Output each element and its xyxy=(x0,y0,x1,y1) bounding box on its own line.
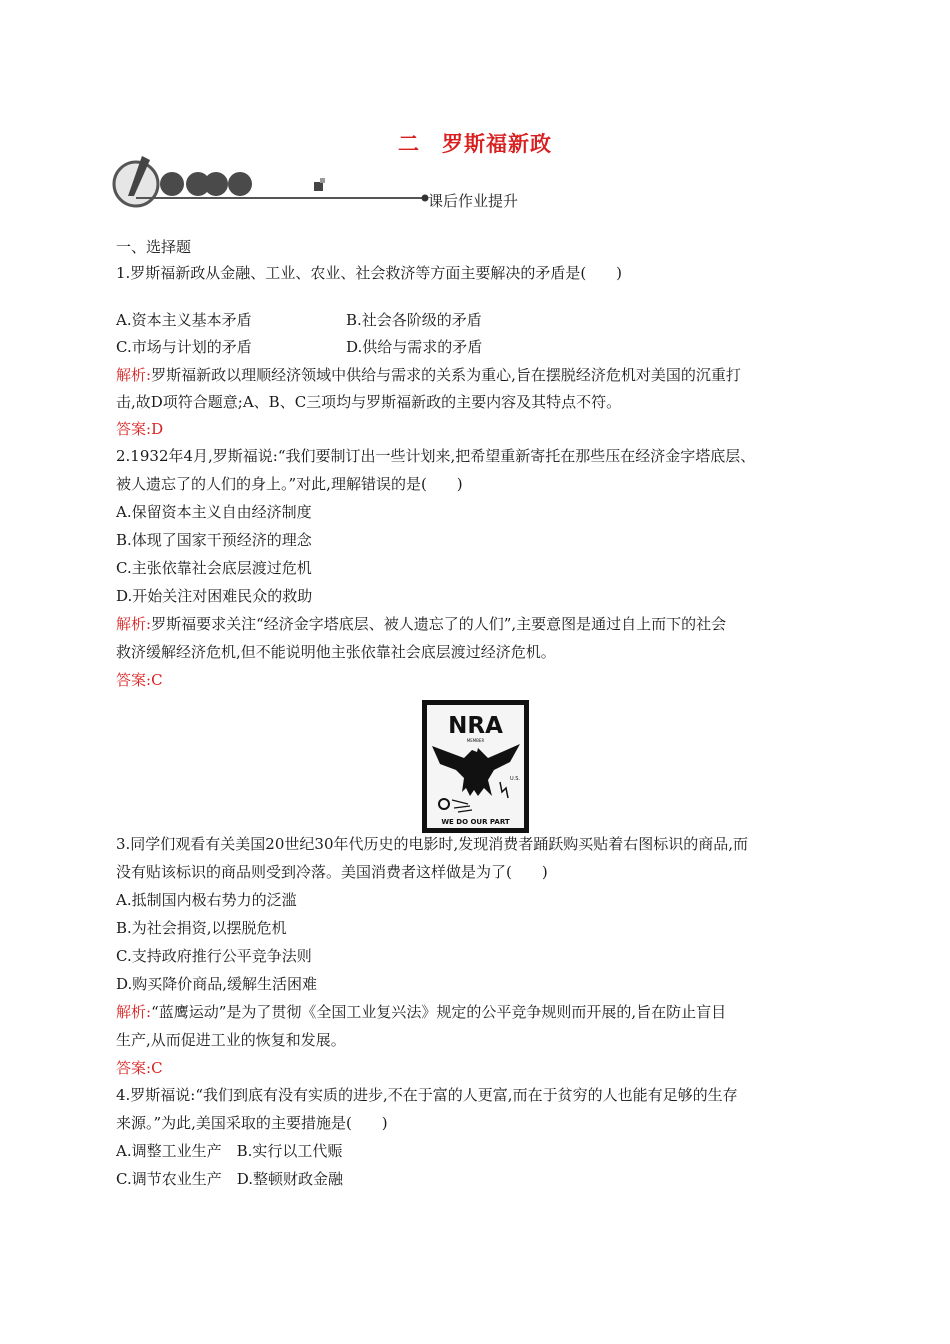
q1-answer-value: D xyxy=(151,420,164,438)
nra-member-text: MEMBER xyxy=(466,738,485,743)
section-banner-graphic xyxy=(112,152,672,212)
q3-analysis-text-2: 生产,从而促进工业的恢复和发展。 xyxy=(116,1031,346,1049)
answer-label: 答案: xyxy=(116,420,152,438)
q1-analysis xyxy=(116,365,846,385)
q2-answer-value: C xyxy=(151,671,163,689)
q3-option-d: D.购买降价商品,缓解生活困难 xyxy=(116,975,318,993)
q4-stem-2: 来源。”为此,美国采取的主要措施是( ) xyxy=(116,1114,388,1132)
nra-logo-text: NRA xyxy=(448,713,503,739)
q2-analysis xyxy=(116,614,846,634)
q4-options-row-2: C.调节农业生产 D.整顿财政金融 xyxy=(116,1170,343,1188)
nra-us-text: U.S. xyxy=(510,776,521,782)
q2-option-a: A.保留资本主义自由经济制度 xyxy=(116,503,312,521)
q3-option-c: C.支持政府推行公平竞争法则 xyxy=(116,947,312,965)
q4-options-row-1: A.调整工业生产 B.实行以工代赈 xyxy=(116,1142,343,1160)
analysis-label: 解析: xyxy=(116,615,152,633)
q4-stem-1: 4.罗斯福说:“我们到底有没有实质的进步,不在于富的人更富,而在于贫穷的人也能有足够的生存 xyxy=(116,1086,738,1104)
q1-option-d: D.供给与需求的矛盾 xyxy=(346,338,483,356)
q3-option-b: B.为社会捐资,以摆脱危机 xyxy=(116,919,287,937)
q2-stem-2: 被人遗忘了的人们的身上。”对此,理解错误的是( ) xyxy=(116,475,463,493)
banner-label: 课后作业提升 xyxy=(428,192,519,210)
q1-option-a: A.资本主义基本矛盾 xyxy=(116,311,252,329)
q1-options-row-2 xyxy=(116,337,846,357)
nra-slogan-text: WE DO OUR PART xyxy=(441,818,510,826)
answer-label: 答案: xyxy=(116,671,152,689)
q1-option-b: B.社会各阶级的矛盾 xyxy=(346,311,482,329)
q2-option-b: B.体现了国家干预经济的理念 xyxy=(116,531,312,549)
q2-option-d: D.开始关注对困难民众的救助 xyxy=(116,587,313,605)
answer-label: 答案: xyxy=(116,1059,152,1077)
q2-analysis-text-1: 罗斯福要求关注“经济金字塔底层、被人遗忘了的人们”,主要意图是通过自上而下的社会 xyxy=(151,615,727,633)
q1-options-row-1 xyxy=(116,310,846,330)
q2-answer xyxy=(116,670,846,690)
q3-stem-2: 没有贴该标识的商品则受到冷落。美国消费者这样做是为了( ) xyxy=(116,863,548,881)
nra-blue-eagle-image xyxy=(422,700,529,833)
q1-analysis-text-2: 击,故D项符合题意;A、B、C三项均与罗斯福新政的主要内容及其特点不符。 xyxy=(116,393,622,411)
page-title: 二 罗斯福新政 xyxy=(398,132,552,156)
q3-option-a: A.抵制国内极右势力的泛滥 xyxy=(116,891,297,909)
q3-stem-1: 3.同学们观看有关美国20世纪30年代历史的电影时,发现消费者踊跃购买贴着右图标识的商品,而 xyxy=(116,835,749,853)
q2-analysis-text-2: 救济缓解经济危机,但不能说明他主张依靠社会底层渡过经济危机。 xyxy=(116,643,556,661)
q1-stem: 1.罗斯福新政从金融、工业、农业、社会救济等方面主要解决的矛盾是( ) xyxy=(116,264,623,282)
analysis-label: 解析: xyxy=(116,366,152,384)
q1-analysis-text-1: 罗斯福新政以理顺经济领域中供给与需求的关系为重心,旨在摆脱经济危机对美国的沉重打 xyxy=(151,366,741,384)
section-heading: 一、选择题 xyxy=(116,238,192,256)
q2-stem-1: 2.1932年4月,罗斯福说:“我们要制订出一些计划来,把希望重新寄托在那些压在经济金字塔底层、 xyxy=(116,447,756,465)
q3-answer-value: C xyxy=(151,1059,163,1077)
q1-answer xyxy=(116,419,846,439)
analysis-label: 解析: xyxy=(116,1003,152,1021)
q3-answer xyxy=(116,1058,846,1078)
q3-analysis xyxy=(116,1002,846,1022)
q1-option-c: C.市场与计划的矛盾 xyxy=(116,338,252,356)
q3-analysis-text-1: “蓝鹰运动”是为了贯彻《全国工业复兴法》规定的公平竞争规则而开展的,旨在防止盲目 xyxy=(151,1003,727,1021)
q2-option-c: C.主张依靠社会底层渡过危机 xyxy=(116,559,312,577)
